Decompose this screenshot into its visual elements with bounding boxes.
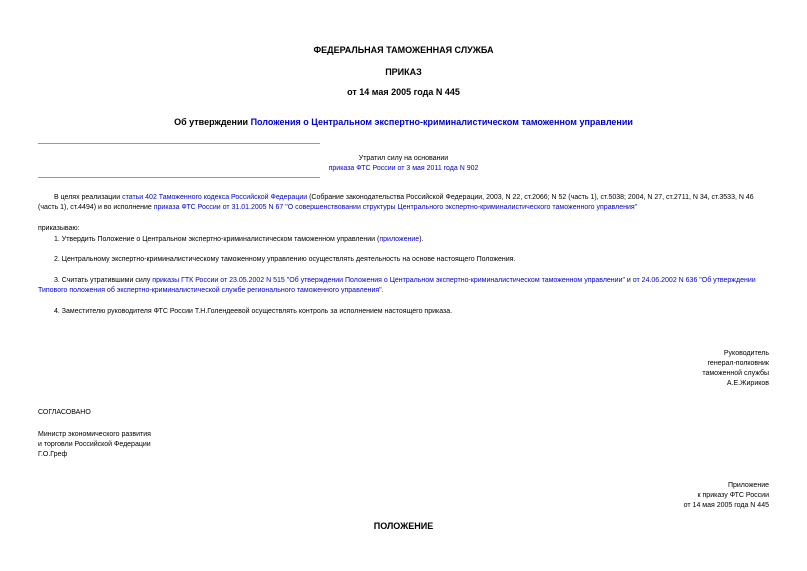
agreed-line: Министр экономического развития xyxy=(38,431,151,438)
doc-type-heading: ПРИКАЗ xyxy=(385,67,422,77)
appendix-line: от 14 мая 2005 года N 445 xyxy=(683,502,769,509)
item-text: . xyxy=(381,287,384,294)
fts-order-67-link[interactable]: приказа ФТС России от 31.01.2005 N 67 "О совершенствовании структуры Центрального экспертно-криминалистического таможенного управления" xyxy=(153,204,638,211)
item-text: ). xyxy=(419,236,424,243)
title-prefix: Об утверждении xyxy=(174,117,251,127)
agreed-title: СОГЛАСОВАНО xyxy=(38,409,91,416)
order-date: от 14 мая 2005 года N 445 xyxy=(347,87,460,97)
agency-heading: ФЕДЕРАЛЬНАЯ ТАМОЖЕННАЯ СЛУЖБА xyxy=(313,45,494,55)
agreed-line: и торговли Российской Федерации xyxy=(38,441,151,448)
item-text: и xyxy=(624,277,633,284)
title-regulation-link[interactable]: Положения о Центральном экспертно-криминалистическом таможенном управлении xyxy=(250,117,633,127)
revoked-note: Утратил силу на основании xyxy=(358,155,449,162)
gtk-order-636-link[interactable]: от 24.06.2002 N 636 "Об утверждении Типового положения об экспертно-криминалистической службе регионального таможенного управления" xyxy=(38,277,756,294)
gtk-order-515-link[interactable]: приказы ГТК России от 23.05.2002 N 515 "Об утверждении Положения о Центральном экспертно-криминалистическом таможенном управлении" xyxy=(152,277,625,284)
signature-block xyxy=(569,349,769,389)
separator-line xyxy=(38,143,320,144)
revoked-note-link-line xyxy=(0,164,807,174)
preamble-text: В целях реализации xyxy=(54,194,123,201)
separator-line xyxy=(38,177,320,178)
agreed-line: Г.О.Греф xyxy=(38,451,68,458)
appendix-line: Приложение xyxy=(727,482,769,489)
order-item-2: 2. Центральному экспертно-криминалистическому таможенному управлению осуществлять деятельность на основе настоящего Положения. xyxy=(54,256,516,263)
regulation-title: ПОЛОЖЕНИЕ xyxy=(373,521,434,531)
appendix-block xyxy=(569,481,769,511)
appendix-link[interactable]: приложение xyxy=(379,236,420,243)
appendix-line: к приказу ФТС России xyxy=(697,492,769,499)
order-title xyxy=(0,116,807,128)
signature-line: генерал-полковник xyxy=(707,360,769,367)
signature-line: таможенной службы xyxy=(702,370,769,377)
agreed-block xyxy=(38,430,338,460)
signature-line: Руководитель xyxy=(723,350,769,357)
preamble-text: (Собрание законодательства Российской Федерации, 2003, N 22, ст.2066; N 52 (часть 1), ст.5038; 2004, N 27, ст.2711, N 34, ст.3533, N 46 (часть 1), ст.4494) и во исполнение xyxy=(38,194,754,211)
item-text: 3. Считать утратившими силу xyxy=(54,277,153,284)
item-text: 1. Утвердить Положение о Центральном экспертно-криминалистическом таможенном управлении ( xyxy=(54,236,380,243)
order-item-3 xyxy=(38,276,770,296)
order-item-1 xyxy=(38,235,770,245)
revoking-order-link[interactable]: приказа ФТС России от 3 мая 2011 года N 902 xyxy=(328,165,479,172)
customs-code-link[interactable]: статьи 402 Таможенного кодекса Российской Федерации xyxy=(122,194,308,201)
signature-line: А.Е.Жириков xyxy=(726,380,769,387)
preamble-paragraph xyxy=(38,193,770,213)
order-item-4: 4. Заместителю руководителя ФТС России Т.Н.Голендеевой осуществлять контроль за исполнением настоящего приказа. xyxy=(54,308,453,315)
order-word: приказываю: xyxy=(38,225,80,232)
